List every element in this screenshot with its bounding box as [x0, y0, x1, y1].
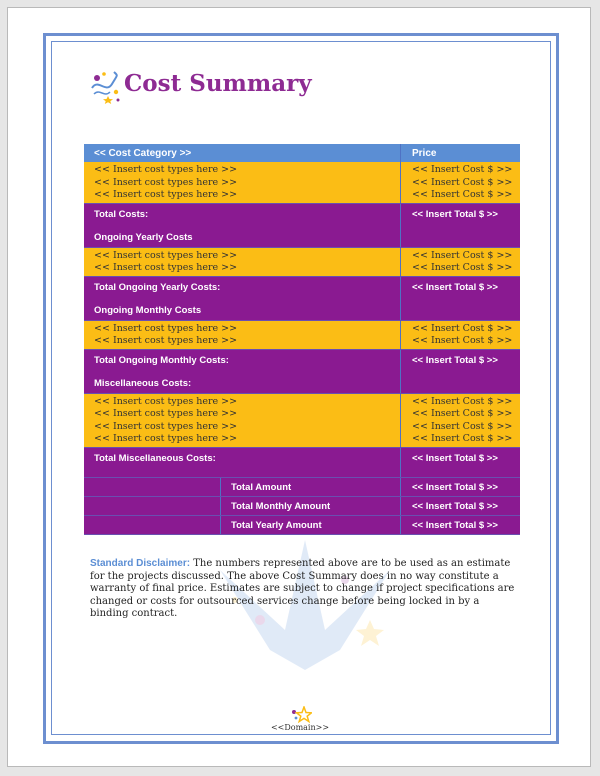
cost-price-item: << Insert Cost $ >>	[412, 408, 513, 419]
cost-items-cell	[84, 394, 400, 447]
summary-row	[84, 478, 520, 497]
cost-price-item: << Insert Cost $ >>	[412, 433, 513, 444]
cost-items-cell	[84, 162, 400, 203]
total-label: Total Costs:	[94, 208, 149, 220]
total-row	[84, 204, 520, 248]
cost-prices-cell	[400, 248, 520, 276]
cost-type-item: << Insert cost types here >>	[94, 189, 238, 200]
cost-type-item: << Insert cost types here >>	[94, 164, 238, 175]
total-label-cell	[84, 448, 400, 477]
cost-type-item: << Insert cost types here >>	[94, 395, 238, 407]
total-value: << Insert Total $ >>	[412, 452, 498, 464]
total-label-cell	[84, 277, 400, 320]
confetti-logo-icon	[88, 68, 122, 104]
cost-prices-cell	[400, 394, 520, 447]
total-label: Total Miscellaneous Costs:	[94, 452, 216, 464]
summary-value-cell	[400, 478, 520, 496]
cost-price-item: << Insert Cost $ >>	[412, 420, 513, 432]
summary-label-cell	[221, 478, 400, 496]
total-label: Total Ongoing Monthly Costs:	[94, 354, 229, 366]
summary-label: Total Yearly Amount	[231, 519, 322, 531]
cost-items-row	[84, 321, 520, 350]
cost-price-item: << Insert Cost $ >>	[412, 189, 513, 200]
total-value-cell	[400, 277, 520, 320]
total-value: << Insert Total $ >>	[412, 354, 498, 366]
cost-price-item: << Insert Cost $ >>	[412, 395, 513, 407]
cost-prices-cell	[400, 162, 520, 203]
footer-domain: <<Domain>>	[270, 723, 330, 732]
cost-price-item: << Insert Cost $ >>	[412, 335, 513, 346]
cost-price-item: << Insert Cost $ >>	[412, 322, 513, 334]
cost-summary-table	[84, 144, 520, 535]
cost-price-item: << Insert Cost $ >>	[412, 164, 513, 175]
total-row	[84, 350, 520, 394]
table-header-row	[84, 144, 520, 162]
cost-type-item: << Insert cost types here >>	[94, 335, 238, 346]
total-value-cell	[400, 448, 520, 477]
summary-value: << Insert Total $ >>	[412, 481, 498, 493]
total-label: Total Ongoing Yearly Costs:	[94, 281, 221, 293]
header-category-label: << Cost Category >>	[94, 148, 192, 159]
standard-disclaimer	[90, 558, 520, 621]
footer-star-icon	[290, 706, 312, 724]
summary-blank-cell	[84, 478, 221, 496]
cost-type-item: << Insert cost types here >>	[94, 408, 238, 419]
summary-row	[84, 497, 520, 516]
total-label-cell	[84, 204, 400, 247]
cost-type-item: << Insert cost types here >>	[94, 262, 238, 273]
summary-label: Total Monthly Amount	[231, 500, 331, 512]
page-title: Cost Summary	[124, 70, 312, 97]
total-row	[84, 448, 520, 478]
section-heading: Ongoing Monthly Costs	[94, 304, 202, 316]
summary-value: << Insert Total $ >>	[412, 500, 498, 512]
summary-value-cell	[400, 516, 520, 534]
cost-type-item: << Insert cost types here >>	[94, 322, 238, 334]
total-value: << Insert Total $ >>	[412, 208, 498, 220]
section-heading: Miscellaneous Costs:	[94, 377, 192, 389]
summary-label: Total Amount	[231, 481, 292, 493]
cost-items-row	[84, 162, 520, 204]
cost-price-item: << Insert Cost $ >>	[412, 249, 513, 261]
summary-value-cell	[400, 497, 520, 515]
cost-price-item: << Insert Cost $ >>	[412, 262, 513, 273]
cost-price-item: << Insert Cost $ >>	[412, 176, 513, 188]
summary-row	[84, 516, 520, 535]
cost-type-item: << Insert cost types here >>	[94, 433, 238, 444]
summary-label-cell	[221, 516, 400, 534]
header-category-cell	[84, 144, 400, 162]
cost-items-row	[84, 248, 520, 277]
summary-label-cell	[221, 497, 400, 515]
header-price-label: Price	[412, 148, 437, 159]
total-row	[84, 277, 520, 321]
total-value: << Insert Total $ >>	[412, 281, 498, 293]
disclaimer-label: Standard Disclaimer:	[90, 558, 191, 569]
summary-blank-cell	[84, 497, 221, 515]
section-heading: Ongoing Yearly Costs	[94, 231, 193, 243]
cost-items-cell	[84, 321, 400, 349]
cost-type-item: << Insert cost types here >>	[94, 249, 238, 261]
cost-items-row	[84, 394, 520, 448]
summary-value: << Insert Total $ >>	[412, 519, 498, 531]
cost-type-item: << Insert cost types here >>	[94, 420, 238, 432]
cost-type-item: << Insert cost types here >>	[94, 176, 238, 188]
total-label-cell	[84, 350, 400, 393]
total-value-cell	[400, 350, 520, 393]
total-value-cell	[400, 204, 520, 247]
cost-items-cell	[84, 248, 400, 276]
header-price-cell	[400, 144, 520, 162]
summary-blank-cell	[84, 516, 221, 534]
cost-prices-cell	[400, 321, 520, 349]
disclaimer-text: The numbers represented above are to be used as an estimate for the projects discussed. The above Cost Summary does in no way constitute a warranty of final price. Estimates are subject to change if project specifications are changed or costs for outsourced services change before being locked in by a binding contract.	[90, 558, 515, 620]
